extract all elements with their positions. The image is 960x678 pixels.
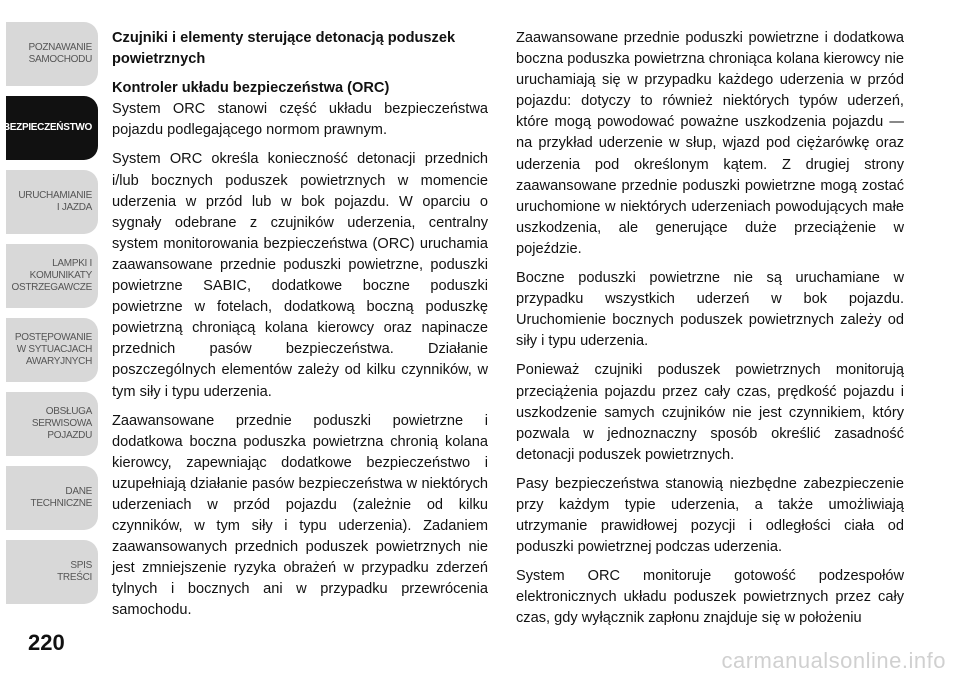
paragraph: System ORC stanowi część układu bezpieczeństwa pojazdu podlegającego normom prawnym.	[112, 101, 488, 139]
tab-obsluga-serwisowa[interactable]: OBSŁUGA SERWISOWA POJAZDU	[6, 392, 98, 456]
left-column	[112, 28, 488, 630]
paragraph: Zaawansowane przednie poduszki powietrzne i dodatkowa boczna poduszka powietrzna chroniąca kolana kierowcy nie uruchamiają się w przypadku każdego uderzenia w przód pojazdu: dotyczy to również niektórych typów uderzeń, które mogą powodować poważne uszkodzenia pojazdu — na przykład uderzenie w słup, wjazd pod ciężarówkę oraz uderzenia pod określonym kątem. Z drugiej strony zaawansowane przednie poduszki powietrzne mogą zostać uruchomione w niektórych uderzeniach powodujących małe uszkodzenia, ale generujące duże przeciążenie w pojeździe.	[516, 30, 904, 257]
chapter-sidebar	[0, 0, 102, 620]
tab-spis-tresci[interactable]: SPIS TREŚCI	[6, 540, 98, 604]
tab-uruchamianie-i-jazda[interactable]: URUCHAMIANIE I JAZDA	[6, 170, 98, 234]
tab-postepowanie-w-sytuacjach-awaryjnych[interactable]: POSTĘPOWANIE W SYTUACJACH AWARYJNYCH	[6, 318, 98, 382]
subsection-heading: Kontroler układu bezpieczeństwa (ORC)	[112, 80, 390, 97]
paragraph: System ORC określa konieczność detonacji przednich i/lub bocznych poduszek powietrznych w momencie uderzenia w przód lub w bok pojazdu. W oparciu o sygnały odebrane z czujników uderzenia, centralny system monitorowania bezpieczeństwa (ORC) uruchamia zaawansowane przednie poduszki powietrzne, poduszki powietrzne SABIC, dodatkowe boczne poduszki powietrzne w fotelach, dodatkową boczną poduszkę powietrzną chroniącą kolana kierowcy oraz napinacze przednich pasów bezpieczeństwa. Działanie poszczególnych elementów zależy od kilku czynników, w tym siły i typu uderzenia.	[112, 151, 488, 400]
paragraph: System ORC monitoruje gotowość podzespołów elektronicznych układu poduszek powietrznych przez cały czas, gdy wyłącznik zapłonu znajduje się w położeniu	[516, 568, 904, 627]
watermark: carmanualsonline.info	[721, 648, 946, 673]
tab-poznawanie-samochodu[interactable]: POZNAWANIE SAMOCHODU	[6, 22, 98, 86]
tab-dane-techniczne[interactable]: DANE TECHNICZNE	[6, 466, 98, 530]
section-heading: Czujniki i elementy sterujące detonacją poduszek powietrznych	[112, 30, 456, 68]
paragraph: Boczne poduszki powietrzne nie są uruchamiane w przypadku wszystkich uderzeń w bok pojazdu. Uruchomienie bocznych poduszek powietrznych zależy od siły i typu uderzenia.	[516, 270, 904, 350]
paragraph: Ponieważ czujniki poduszek powietrznych monitorują przeciążenia pojazdu przez cały czas, prędkość pojazdu i uszkodzenie samych czujników nie jest czynnikiem, który pozwala w jednoznaczny sposób określić zasadność detonacji poduszek powietrznych.	[516, 362, 904, 463]
paragraph: Pasy bezpieczeństwa stanowią niezbędne zabezpieczenie przy każdym typie uderzenia, a także umożliwiają utrzymanie prawidłowej pozycji i odległości ciała od poduszki powietrznej podczas uderzenia.	[516, 475, 904, 556]
page-number: 220	[28, 630, 65, 655]
tab-bezpieczenstwo[interactable]: BEZPIECZEŃSTWO	[6, 96, 98, 160]
paragraph: Zaawansowane przednie poduszki powietrzne i dodatkowa boczna poduszka powietrzna chronią kolana kierowcy, zapewniając dodatkowe bezpieczeństwo i uzupełniają działanie pasów bezpieczeństwa w niektórych uderzeniach w przód pojazdu (zależnie od kilku czynników, w tym siły i typu uderzenia). Zadaniem zaawansowanych przednich poduszek powietrznych nie jest zmniejszenie ryzyka obrażeń w przypadku zderzeń tylnych i bocznych ani w przypadku przewrócenia samochodu.	[112, 412, 488, 619]
tab-lampki-i-komunikaty[interactable]: LAMPKI I KOMUNIKATY OSTRZEGAWCZE	[6, 244, 98, 308]
right-column	[516, 28, 904, 638]
